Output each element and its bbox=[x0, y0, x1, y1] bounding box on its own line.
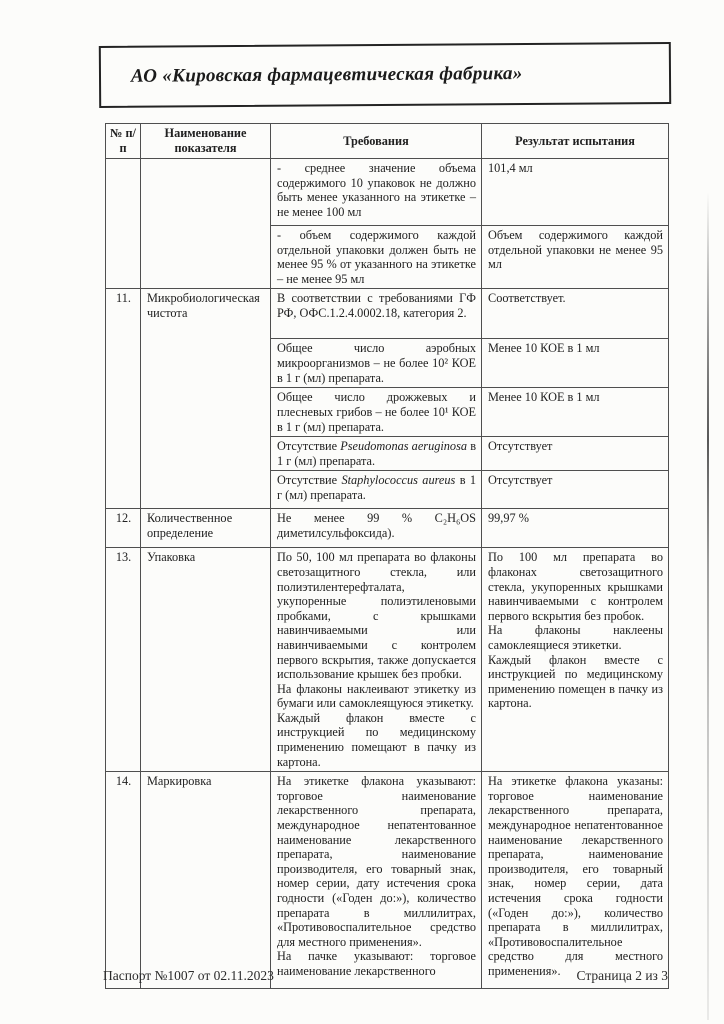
indicator-name: Количественное определение bbox=[141, 509, 271, 548]
requirement-cell bbox=[271, 471, 482, 509]
col-header-indicator: Наименование показателя bbox=[141, 124, 271, 159]
table-row-packaging bbox=[106, 548, 669, 772]
result-paragraph: По 100 мл препарата во флаконах светозащитного стекла, укупоренных крышками навинчиваемыми с контролем первого вскрытия без пробок. bbox=[488, 550, 663, 623]
table-row-volume-mean bbox=[106, 159, 669, 226]
qc-results-table bbox=[105, 123, 669, 989]
empty-name-cell bbox=[141, 159, 271, 289]
table-row-labeling bbox=[106, 772, 669, 989]
requirement-paragraph: На этикетке флакона указывают: торговое наименование лекарственного препарата, международное непатентованное наименование лекарственного препарата, наименование производителя, его товарный знак, номер серии, дату истечения срока годности («Годен до:»), количество препарата в миллилитрах, «Противовоспалительное средство для местного применения». bbox=[277, 774, 476, 949]
requirement-paragraph: На флаконы наклеивают этикетку из бумаги или самоклеящуюся этикетку. bbox=[277, 681, 476, 711]
result-cell: Объем содержимого каждой отдельной упаковки не менее 95 мл bbox=[482, 226, 669, 289]
requirement-paragraph: На пачке указывают: торговое наименование лекарственного bbox=[277, 949, 476, 978]
requirement-cell bbox=[271, 548, 482, 772]
requirement-cell: Не менее 99 % C₂H₆OS диметилсульфоксида). bbox=[271, 509, 482, 548]
requirement-paragraph: Каждый флакон вместе с инструкцией по медицинскому применению помещают в пачку из картона. bbox=[277, 710, 476, 769]
page-indicator: Страница 2 из 3 bbox=[576, 968, 668, 983]
result-cell: 101,4 мл bbox=[482, 159, 669, 226]
requirement-paragraph: По 50, 100 мл препарата во флаконы светозащитного стекла, или полиэтилентерефталата, укупоренные полиэтиленовыми пробками, с крышками навинчиваемыми или навинчиваемыми с контролем первого вскрытия, также допускается использование крышек без пробки. bbox=[277, 550, 476, 682]
scan-artifact-line bbox=[707, 192, 709, 1020]
result-paragraph: На флаконы наклеены самоклеящиеся этикетки. bbox=[488, 623, 663, 652]
company-name: АО «Кировская фармацевтическая фабрика» bbox=[130, 63, 523, 87]
row-number: 14. bbox=[106, 772, 141, 989]
requirement-cell bbox=[271, 772, 482, 989]
indicator-name: Маркировка bbox=[141, 772, 271, 989]
company-header-box bbox=[99, 42, 671, 108]
requirement-cell: - среднее значение объема содержимого 10 упаковок не должно быть менее указанного на этикетке – не менее 100 мл bbox=[271, 159, 482, 226]
passport-number: Паспорт №1007 от 02.11.2023 bbox=[103, 968, 274, 983]
species-name: Staphylococcus aureus bbox=[341, 473, 456, 488]
requirement-prefix: Отсутствие bbox=[277, 473, 338, 488]
col-header-num: № п/п bbox=[106, 124, 141, 159]
result-cell: Соответствует. bbox=[482, 289, 669, 339]
page-footer bbox=[103, 968, 668, 984]
row-number: 13. bbox=[106, 548, 141, 772]
row-number: 11. bbox=[106, 289, 141, 509]
result-cell: Отсутствует bbox=[482, 437, 669, 471]
result-paragraph: На этикетке флакона указаны: торговое наименование лекарственного препарата, международное непатентованное наименование лекарственного препарата, наименование производителя, его товарный знак, номер серии, дата истечения срока годности («Годен до:»), количество препарата в миллилитрах, «Противовоспалительное средство для местного применения». bbox=[488, 774, 663, 978]
table-row-assay bbox=[106, 509, 669, 548]
requirement-cell bbox=[271, 437, 482, 471]
requirement-suffix: в 1 г (мл) препарата. bbox=[277, 473, 477, 502]
requirement-cell: - объем содержимого каждой отдельной упаковки должен быть не менее 95 % от указанного на этикетке – не менее 95 мл bbox=[271, 226, 482, 289]
result-cell: Менее 10 КОЕ в 1 мл bbox=[482, 339, 669, 388]
requirement-prefix: Отсутствие bbox=[277, 439, 338, 454]
result-cell bbox=[482, 772, 669, 989]
table-row-microbio bbox=[106, 289, 669, 339]
result-cell: Менее 10 КОЕ в 1 мл bbox=[482, 388, 669, 437]
row-number: 12. bbox=[106, 509, 141, 548]
requirement-cell: В соответствии с требованиями ГФ РФ, ОФС.1.2.4.0002.18, категория 2. bbox=[271, 289, 482, 339]
indicator-name: Упаковка bbox=[141, 548, 271, 772]
requirement-suffix: в 1 г (мл) препарата. bbox=[277, 439, 476, 468]
indicator-name: Микробиологическая чистота bbox=[141, 289, 271, 509]
empty-num-cell bbox=[106, 159, 141, 289]
col-header-requirements: Требования bbox=[271, 124, 482, 159]
table-header-row bbox=[106, 124, 669, 159]
result-cell: Отсутствует bbox=[482, 471, 669, 509]
requirement-cell: Общее число аэробных микроорганизмов – не более 10² КОЕ в 1 г (мл) препарата. bbox=[271, 339, 482, 388]
requirement-cell: Общее число дрожжевых и плесневых грибов – не более 10¹ КОЕ в 1 г (мл) препарата. bbox=[271, 388, 482, 437]
col-header-result: Результат испытания bbox=[482, 124, 669, 159]
result-cell bbox=[482, 548, 669, 772]
result-paragraph: Каждый флакон вместе с инструкцией по медицинскому применению помещен в пачку из картона. bbox=[488, 652, 663, 711]
species-name: Pseudomonas aeruginosa bbox=[340, 439, 468, 454]
result-cell: 99,97 % bbox=[482, 509, 669, 548]
